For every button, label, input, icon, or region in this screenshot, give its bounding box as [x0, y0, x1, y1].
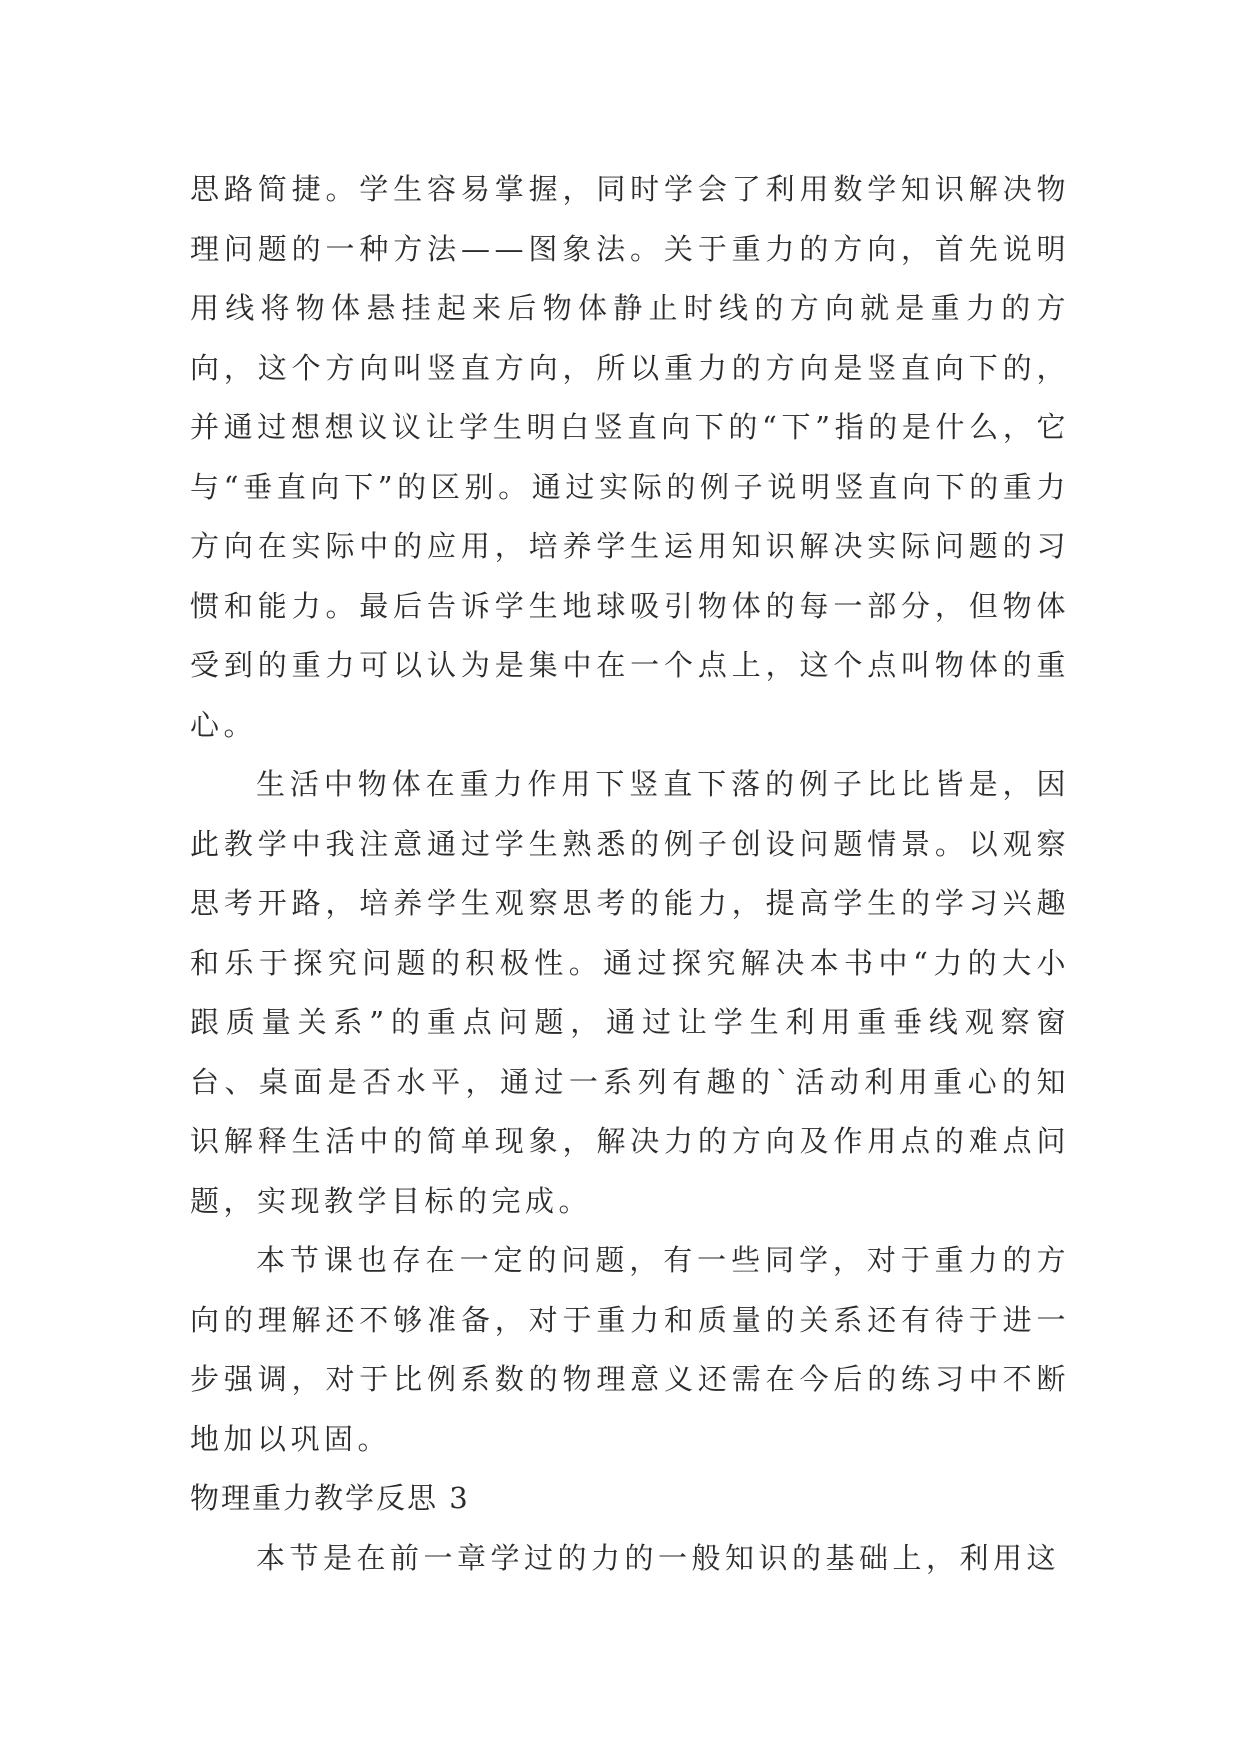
paragraph-section-start: 本节是在前一章学过的力的一般知识的基础上，利用这	[256, 1540, 1061, 1575]
paragraph-life-examples: 生活中物体在重力作用下竖直下落的例子比比皆是，因此教学中我注意通过学生熟悉的例子创设问题情景。以观察思考开路，培养学生观察思考的能力，提高学生的学习兴趣和乐于探究问题的积极性。通过探究解决本书中“力的大小跟质量关系”的重点问题，通过让学生利用重垂线观察窗台、桌面是否水平，通过一系列有趣的`活动利用重心的知识解释生活中的简单现象，解决力的方向及作用点的难点问题，实现教学目标的完成。	[190, 767, 1070, 1218]
paragraph-problems: 本节课也存在一定的问题，有一些同学，对于重力的方向的理解还不够准备，对于重力和质量的关系还有待于进一步强调，对于比例系数的物理意义还需在今后的练习中不断地加以巩固。	[190, 1243, 1070, 1456]
document-body	[190, 160, 1070, 1588]
section-heading: 物理重力教学反思 3	[190, 1481, 470, 1515]
paragraph-continuation: 思路简捷。学生容易掌握，同时学会了利用数学知识解决物理问题的一种方法——图象法。关于重力的方向，首先说明用线将物体悬挂起来后物体静止时线的方向就是重力的方向，这个方向叫竖直方向，所以重力的方向是竖直向下的，并通过想想议议让学生明白竖直向下的“下”指的是什么，它与“垂直向下”的区别。通过实际的例子说明竖直向下的重力方向在实际中的应用，培养学生运用知识解决实际问题的习惯和能力。最后告诉学生地球吸引物体的每一部分，但物体受到的重力可以认为是集中在一个点上，这个点叫物体的重心。	[190, 172, 1070, 742]
